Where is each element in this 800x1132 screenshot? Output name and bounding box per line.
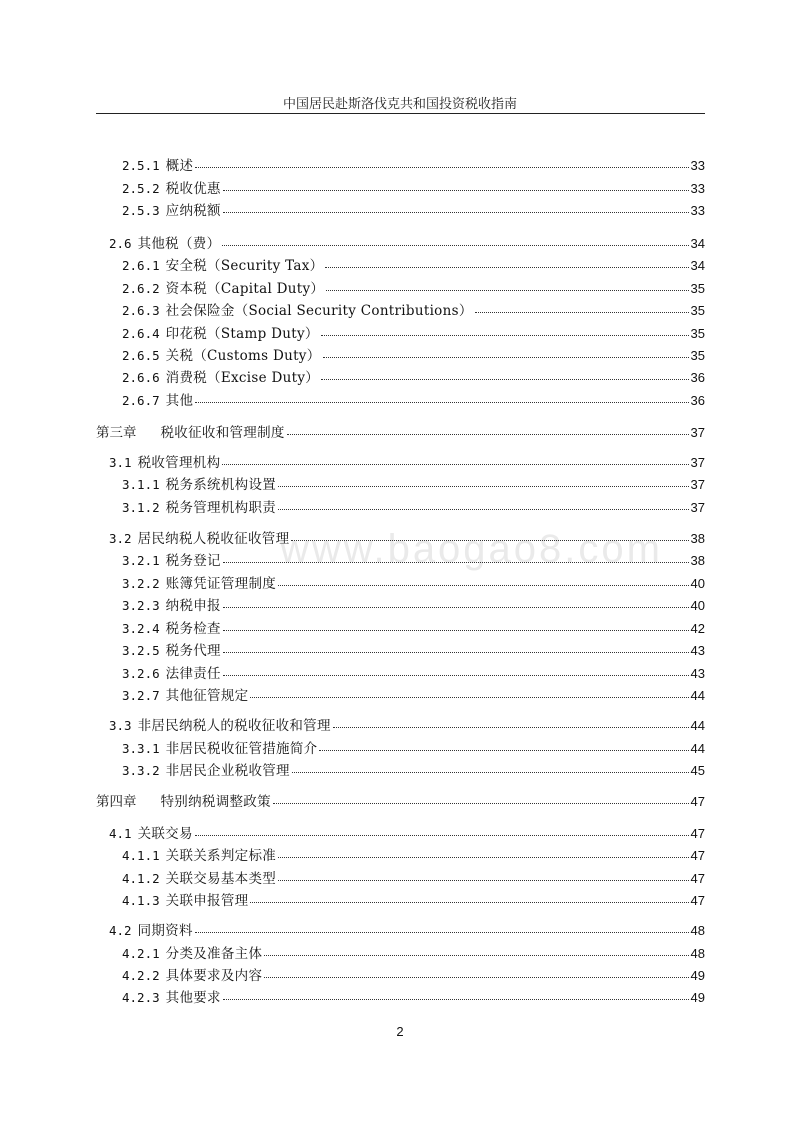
toc-entry[interactable]	[122, 280, 705, 298]
dot-leader	[223, 640, 689, 653]
dot-leader	[250, 685, 688, 698]
toc-entry-page: 43	[690, 666, 705, 681]
toc-entry-title: 其他要求	[165, 990, 221, 1006]
toc-entry-page: 44	[690, 718, 705, 733]
toc-entry-title: 税务管理机构职责	[165, 500, 277, 516]
dot-leader	[195, 823, 689, 836]
toc-entry-number: 4.2.1	[122, 946, 160, 961]
toc-entry-title: 税务检查	[165, 621, 221, 637]
toc-entry[interactable]	[122, 476, 705, 494]
toc-entry-number: 4.1	[109, 826, 132, 841]
toc-entry-number: 第四章	[96, 794, 137, 810]
toc-entry-number: 第三章	[96, 425, 137, 441]
toc-entry-page: 35	[690, 326, 705, 341]
toc-entry[interactable]	[122, 847, 705, 865]
toc-entry-number: 2.5.1	[122, 158, 160, 173]
toc-entry[interactable]	[122, 620, 705, 638]
toc-entry-page: 49	[690, 968, 705, 983]
dot-leader	[326, 278, 688, 291]
toc-entry[interactable]	[122, 687, 705, 705]
toc-entry-page: 37	[690, 425, 705, 440]
toc-entry-title: 非居民纳税人的税收征收和管理	[137, 718, 331, 734]
toc-entry-page: 37	[690, 455, 705, 470]
toc-entry-page: 33	[690, 203, 705, 218]
toc-entry-page: 35	[690, 303, 705, 318]
toc-entry-title: 印花税（Stamp Duty）	[165, 326, 319, 342]
dot-leader	[223, 618, 689, 631]
dot-leader	[321, 323, 689, 336]
toc-entry-title: 关联交易基本类型	[165, 871, 277, 887]
toc-entry-page: 36	[690, 393, 705, 408]
toc-entry-number: 2.6.4	[122, 326, 160, 341]
toc-entry-title: 纳税申报	[165, 598, 221, 614]
toc-entry-number: 2.6.5	[122, 348, 160, 363]
toc-entry-title: 税收管理机构	[137, 455, 221, 471]
toc-entry-title: 具体要求及内容	[165, 968, 263, 984]
toc-entry-title: 税务登记	[165, 553, 221, 569]
toc-entry-number: 2.5.2	[122, 181, 160, 196]
dot-leader	[287, 422, 689, 435]
toc-entry-number: 2.6.7	[122, 393, 160, 408]
dot-leader	[250, 890, 688, 903]
watermark: www.baogao8.com	[280, 527, 663, 571]
toc-entry-number: 3.2.2	[122, 576, 160, 591]
toc-entry-number: 3.3.2	[122, 763, 160, 778]
toc-entry-title: 账簿凭证管理制度	[165, 576, 277, 592]
toc-entry-number: 2.6.1	[122, 258, 160, 273]
dot-leader	[323, 345, 689, 358]
dot-leader	[319, 738, 688, 751]
toc-entry-title: 税收征收和管理制度	[160, 425, 285, 441]
toc-entry-page: 33	[690, 181, 705, 196]
toc-entry-title: 资本税（Capital Duty）	[165, 281, 325, 297]
toc-entry-page: 34	[690, 258, 705, 273]
toc-entry[interactable]	[122, 325, 705, 343]
dot-leader	[223, 595, 689, 608]
toc-entry-number: 3.2.3	[122, 598, 160, 613]
toc-entry-number: 4.2	[109, 923, 132, 938]
toc-entry-number: 2.6.6	[122, 370, 160, 385]
toc-entry-page: 38	[690, 553, 705, 568]
toc-entry-title: 其他	[165, 393, 194, 409]
toc-entry-title: 社会保险金（Social Security Contributions）	[165, 303, 473, 319]
toc-entry-number: 2.6.2	[122, 281, 160, 296]
toc-entry[interactable]	[122, 552, 705, 570]
toc-entry[interactable]	[122, 392, 705, 410]
toc-entry[interactable]	[109, 717, 705, 735]
toc-entry-number: 3.2.1	[122, 553, 160, 568]
dot-leader	[223, 987, 689, 1000]
toc-entry-number: 3.2.5	[122, 643, 160, 658]
toc-entry[interactable]	[96, 793, 705, 811]
toc-entry[interactable]	[122, 762, 705, 780]
toc-entry[interactable]	[122, 892, 705, 910]
toc-entry-page: 40	[690, 598, 705, 613]
toc-entry[interactable]	[109, 235, 705, 253]
toc-entry-title: 关联交易	[137, 826, 193, 842]
toc-entry[interactable]	[96, 424, 705, 442]
toc-entry-number: 4.1.1	[122, 848, 160, 863]
toc-entry-number: 3.3	[109, 718, 132, 733]
toc-entry-page: 34	[690, 236, 705, 251]
toc-entry-title: 税务代理	[165, 643, 221, 659]
dot-leader	[278, 573, 688, 586]
toc-entry-title: 安全税（Security Tax）	[165, 258, 324, 274]
toc-entry[interactable]	[109, 922, 705, 940]
toc-entry[interactable]	[122, 945, 705, 963]
toc-entry[interactable]	[122, 575, 705, 593]
dot-leader	[333, 715, 689, 728]
toc-entry[interactable]	[122, 989, 705, 1007]
toc-entry-page: 37	[690, 500, 705, 515]
toc-entry-page: 43	[690, 643, 705, 658]
dot-leader	[273, 791, 689, 804]
toc-entry-page: 47	[690, 794, 705, 809]
page-number: 2	[396, 1024, 404, 1039]
toc-entry-title: 同期资料	[137, 923, 193, 939]
toc-entry-number: 3.2.7	[122, 688, 160, 703]
toc-entry[interactable]	[109, 530, 705, 548]
toc-entry-page: 33	[690, 158, 705, 173]
toc-entry[interactable]	[122, 180, 705, 198]
toc-entry[interactable]	[122, 157, 705, 175]
toc-entry-number: 4.2.2	[122, 968, 160, 983]
toc-entry-title: 其他征管规定	[165, 688, 249, 704]
toc-entry-page: 47	[690, 826, 705, 841]
dot-leader	[292, 760, 689, 773]
toc-entry[interactable]	[122, 347, 705, 365]
toc-entry-page: 48	[690, 923, 705, 938]
dot-leader	[278, 868, 688, 881]
toc-entry-title: 其他税（费）	[137, 236, 221, 252]
toc-entry-page: 44	[690, 688, 705, 703]
toc-entry-page: 42	[690, 621, 705, 636]
toc-entry-number: 3.2.4	[122, 621, 160, 636]
toc-entry-page: 35	[690, 348, 705, 363]
dot-leader	[321, 367, 688, 380]
toc-entry-title: 非居民税收征管措施简介	[165, 741, 318, 757]
dot-leader	[195, 390, 688, 403]
toc-entry[interactable]	[122, 967, 705, 985]
toc-entry-title: 关联关系判定标准	[165, 848, 277, 864]
toc-entry-number: 4.1.2	[122, 871, 160, 886]
toc-entry[interactable]	[109, 825, 705, 843]
toc-entry-title: 关联申报管理	[165, 893, 249, 909]
toc-entry-page: 35	[690, 281, 705, 296]
toc-entry-number: 2.6	[109, 236, 132, 251]
toc-entry-title: 非居民企业税收管理	[165, 763, 290, 779]
dot-leader	[223, 200, 689, 213]
dot-leader	[291, 528, 688, 541]
toc-entry-page: 47	[690, 848, 705, 863]
dot-leader	[223, 178, 689, 191]
dot-leader	[475, 300, 689, 313]
toc-entry[interactable]	[122, 740, 705, 758]
dot-leader	[223, 550, 689, 563]
toc-entry-title: 法律责任	[165, 666, 221, 682]
toc-entry-page: 44	[690, 741, 705, 756]
dot-leader	[264, 965, 688, 978]
toc-entry[interactable]	[122, 257, 705, 275]
toc-entry[interactable]	[122, 597, 705, 615]
toc-entry[interactable]	[122, 499, 705, 517]
toc-entry-page: 47	[690, 893, 705, 908]
toc-entry-title: 税收优惠	[165, 181, 221, 197]
toc-entry-title: 税务系统机构设置	[165, 477, 277, 493]
toc-entry[interactable]	[122, 202, 705, 220]
toc-entry-page: 40	[690, 576, 705, 591]
toc-entry-page: 49	[690, 990, 705, 1005]
dot-leader	[195, 155, 688, 168]
dot-leader	[223, 663, 689, 676]
toc-entry-page: 47	[690, 871, 705, 886]
toc-entry-page: 48	[690, 946, 705, 961]
dot-leader	[278, 845, 688, 858]
dot-leader	[278, 497, 688, 510]
toc-entry-number: 3.1.2	[122, 500, 160, 515]
toc-entry[interactable]	[122, 642, 705, 660]
dot-leader	[222, 233, 688, 246]
dot-leader	[264, 943, 688, 956]
running-header: 中国居民赴斯洛伐克共和国投资税收指南	[282, 97, 517, 112]
toc-entry-title: 关税（Customs Duty）	[165, 348, 321, 364]
toc-entry[interactable]	[109, 454, 705, 472]
toc-entry-number: 3.1.1	[122, 477, 160, 492]
toc-entry-title: 应纳税额	[165, 203, 221, 219]
toc-entry[interactable]	[122, 369, 705, 387]
toc-entry-page: 36	[690, 370, 705, 385]
toc-entry-number: 3.1	[109, 455, 132, 470]
toc-entry[interactable]	[122, 665, 705, 683]
dot-leader	[222, 452, 688, 465]
toc-entry-number: 3.2	[109, 531, 132, 546]
toc-entry-page: 37	[690, 477, 705, 492]
toc-entry-title: 居民纳税人税收征收管理	[137, 531, 290, 547]
toc-entry[interactable]	[122, 870, 705, 888]
toc-entry-number: 2.6.3	[122, 303, 160, 318]
toc-entry-number: 4.2.3	[122, 990, 160, 1005]
toc-entry-number: 3.3.1	[122, 741, 160, 756]
toc-entry-number: 3.2.6	[122, 666, 160, 681]
dot-leader	[325, 255, 688, 268]
toc-entry-page: 45	[690, 763, 705, 778]
toc-entry-number: 4.1.3	[122, 893, 160, 908]
toc-entry-page: 38	[690, 531, 705, 546]
toc-entry-title: 概述	[165, 158, 194, 174]
dot-leader	[278, 474, 688, 487]
toc-entry-number: 2.5.3	[122, 203, 160, 218]
toc-entry-title: 分类及准备主体	[165, 946, 263, 962]
toc-entry-title: 消费税（Excise Duty）	[165, 370, 320, 386]
dot-leader	[195, 920, 689, 933]
toc-entry-title: 特别纳税调整政策	[160, 794, 271, 810]
toc-entry[interactable]	[122, 302, 705, 320]
